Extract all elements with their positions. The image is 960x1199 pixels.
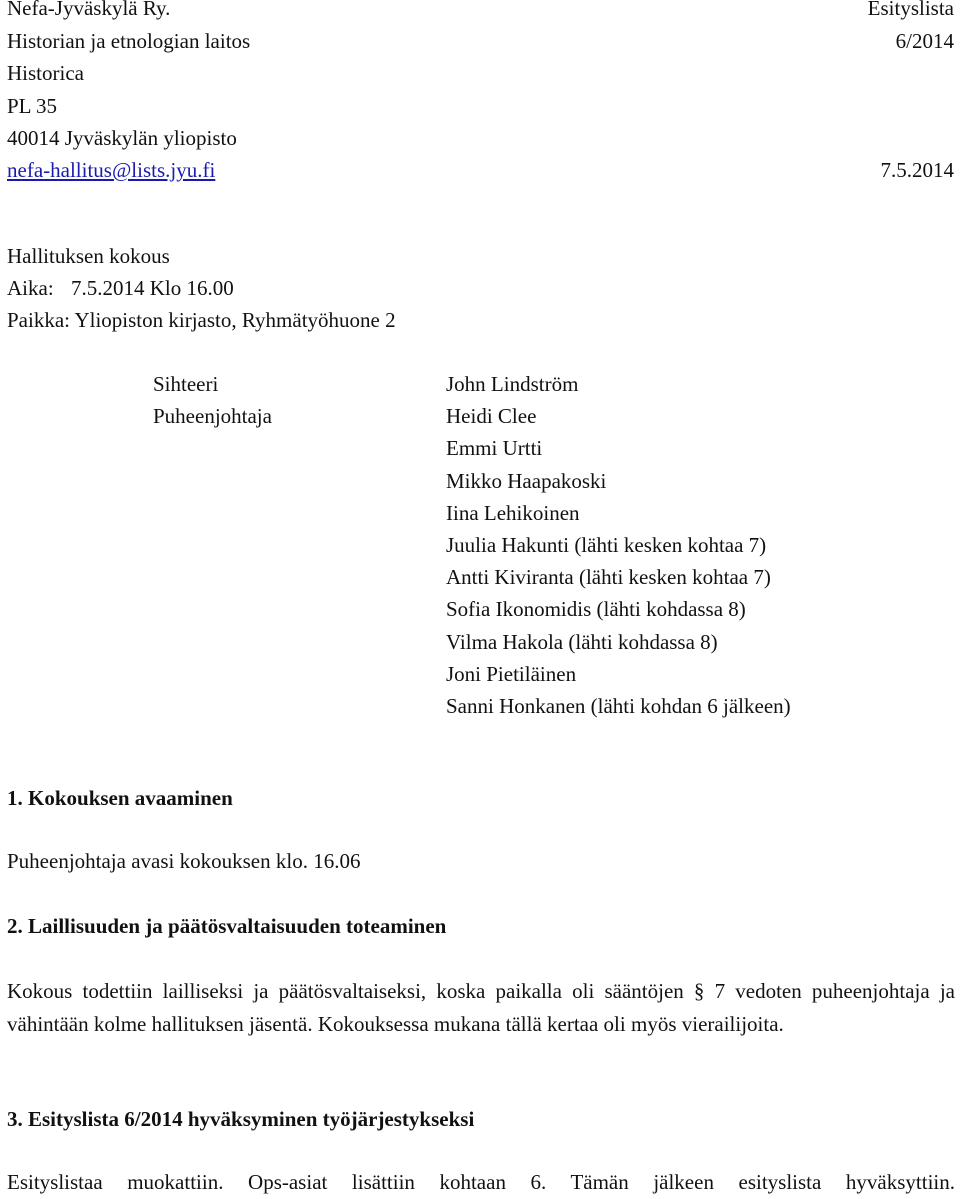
- attendee-name: Joni Pietiläinen: [446, 662, 577, 686]
- doc-type: Esityslista: [867, 0, 954, 20]
- section-body-1: Puheenjohtaja avasi kokouksen klo. 16.06: [7, 849, 361, 873]
- attendee-name: Sanni Honkanen (lähti kohdan 6 jälkeen): [446, 694, 791, 718]
- section-body-3: Esityslistaa muokattiin. Ops-asiat lisättiin kohtaan 6. Tämän jälkeen esityslista hyväksyttiin.: [7, 1170, 955, 1194]
- meeting-title: Hallituksen kokous: [7, 244, 170, 268]
- section-body-2: Kokous todettiin lailliseksi ja päätösvaltaiseksi, koska paikalla oli sääntöjen § 7 vedoten puheenjohtaja ja vähintään kolme hallituksen jäsentä. Kokouksessa mukana tällä kertaa oli myös vierailijoita.: [7, 979, 955, 1036]
- attendee-name: Mikko Haapakoski: [446, 469, 607, 493]
- attendee-name: Vilma Hakola (lähti kohdassa 8): [446, 630, 718, 654]
- org-name: Nefa-Jyväskylä Ry.: [7, 0, 171, 20]
- department: Historian ja etnologian laitos: [7, 29, 251, 53]
- attendee-name: Sofia Ikonomidis (lähti kohdassa 8): [446, 597, 746, 621]
- attendee-name: Emmi Urtti: [446, 436, 543, 460]
- attendee-name: John Lindström: [446, 372, 579, 396]
- email-link[interactable]: nefa-hallitus@lists.jyu.fi: [7, 158, 216, 182]
- role-secretary: Sihteeri: [153, 372, 219, 396]
- doc-date: 7.5.2014: [880, 158, 954, 182]
- org-unit: Historica: [7, 61, 84, 85]
- attendee-name: Antti Kiviranta (lähti kesken kohtaa 7): [446, 565, 771, 589]
- time-value: 7.5.2014 Klo 16.00: [71, 276, 234, 300]
- section-heading-2: 2. Laillisuuden ja päätösvaltaisuuden toteaminen: [7, 914, 447, 938]
- attendee-name: Iina Lehikoinen: [446, 501, 580, 525]
- section-heading-3: 3. Esityslista 6/2014 hyväksyminen työjärjestykseksi: [7, 1107, 475, 1131]
- postal-address: 40014 Jyväskylän yliopisto: [7, 126, 237, 150]
- section-heading-1: 1. Kokouksen avaaminen: [7, 786, 233, 810]
- attendee-name: Juulia Hakunti (lähti kesken kohtaa 7): [446, 533, 767, 557]
- meeting-time: [7, 275, 234, 301]
- role-chair: Puheenjohtaja: [153, 404, 272, 428]
- time-label: Aika:: [7, 276, 54, 300]
- meeting-place: Paikka: Yliopiston kirjasto, Ryhmätyöhuone 2: [7, 308, 396, 332]
- attendee-name: Heidi Clee: [446, 404, 537, 428]
- po-box: PL 35: [7, 94, 57, 118]
- doc-number: 6/2014: [895, 29, 954, 53]
